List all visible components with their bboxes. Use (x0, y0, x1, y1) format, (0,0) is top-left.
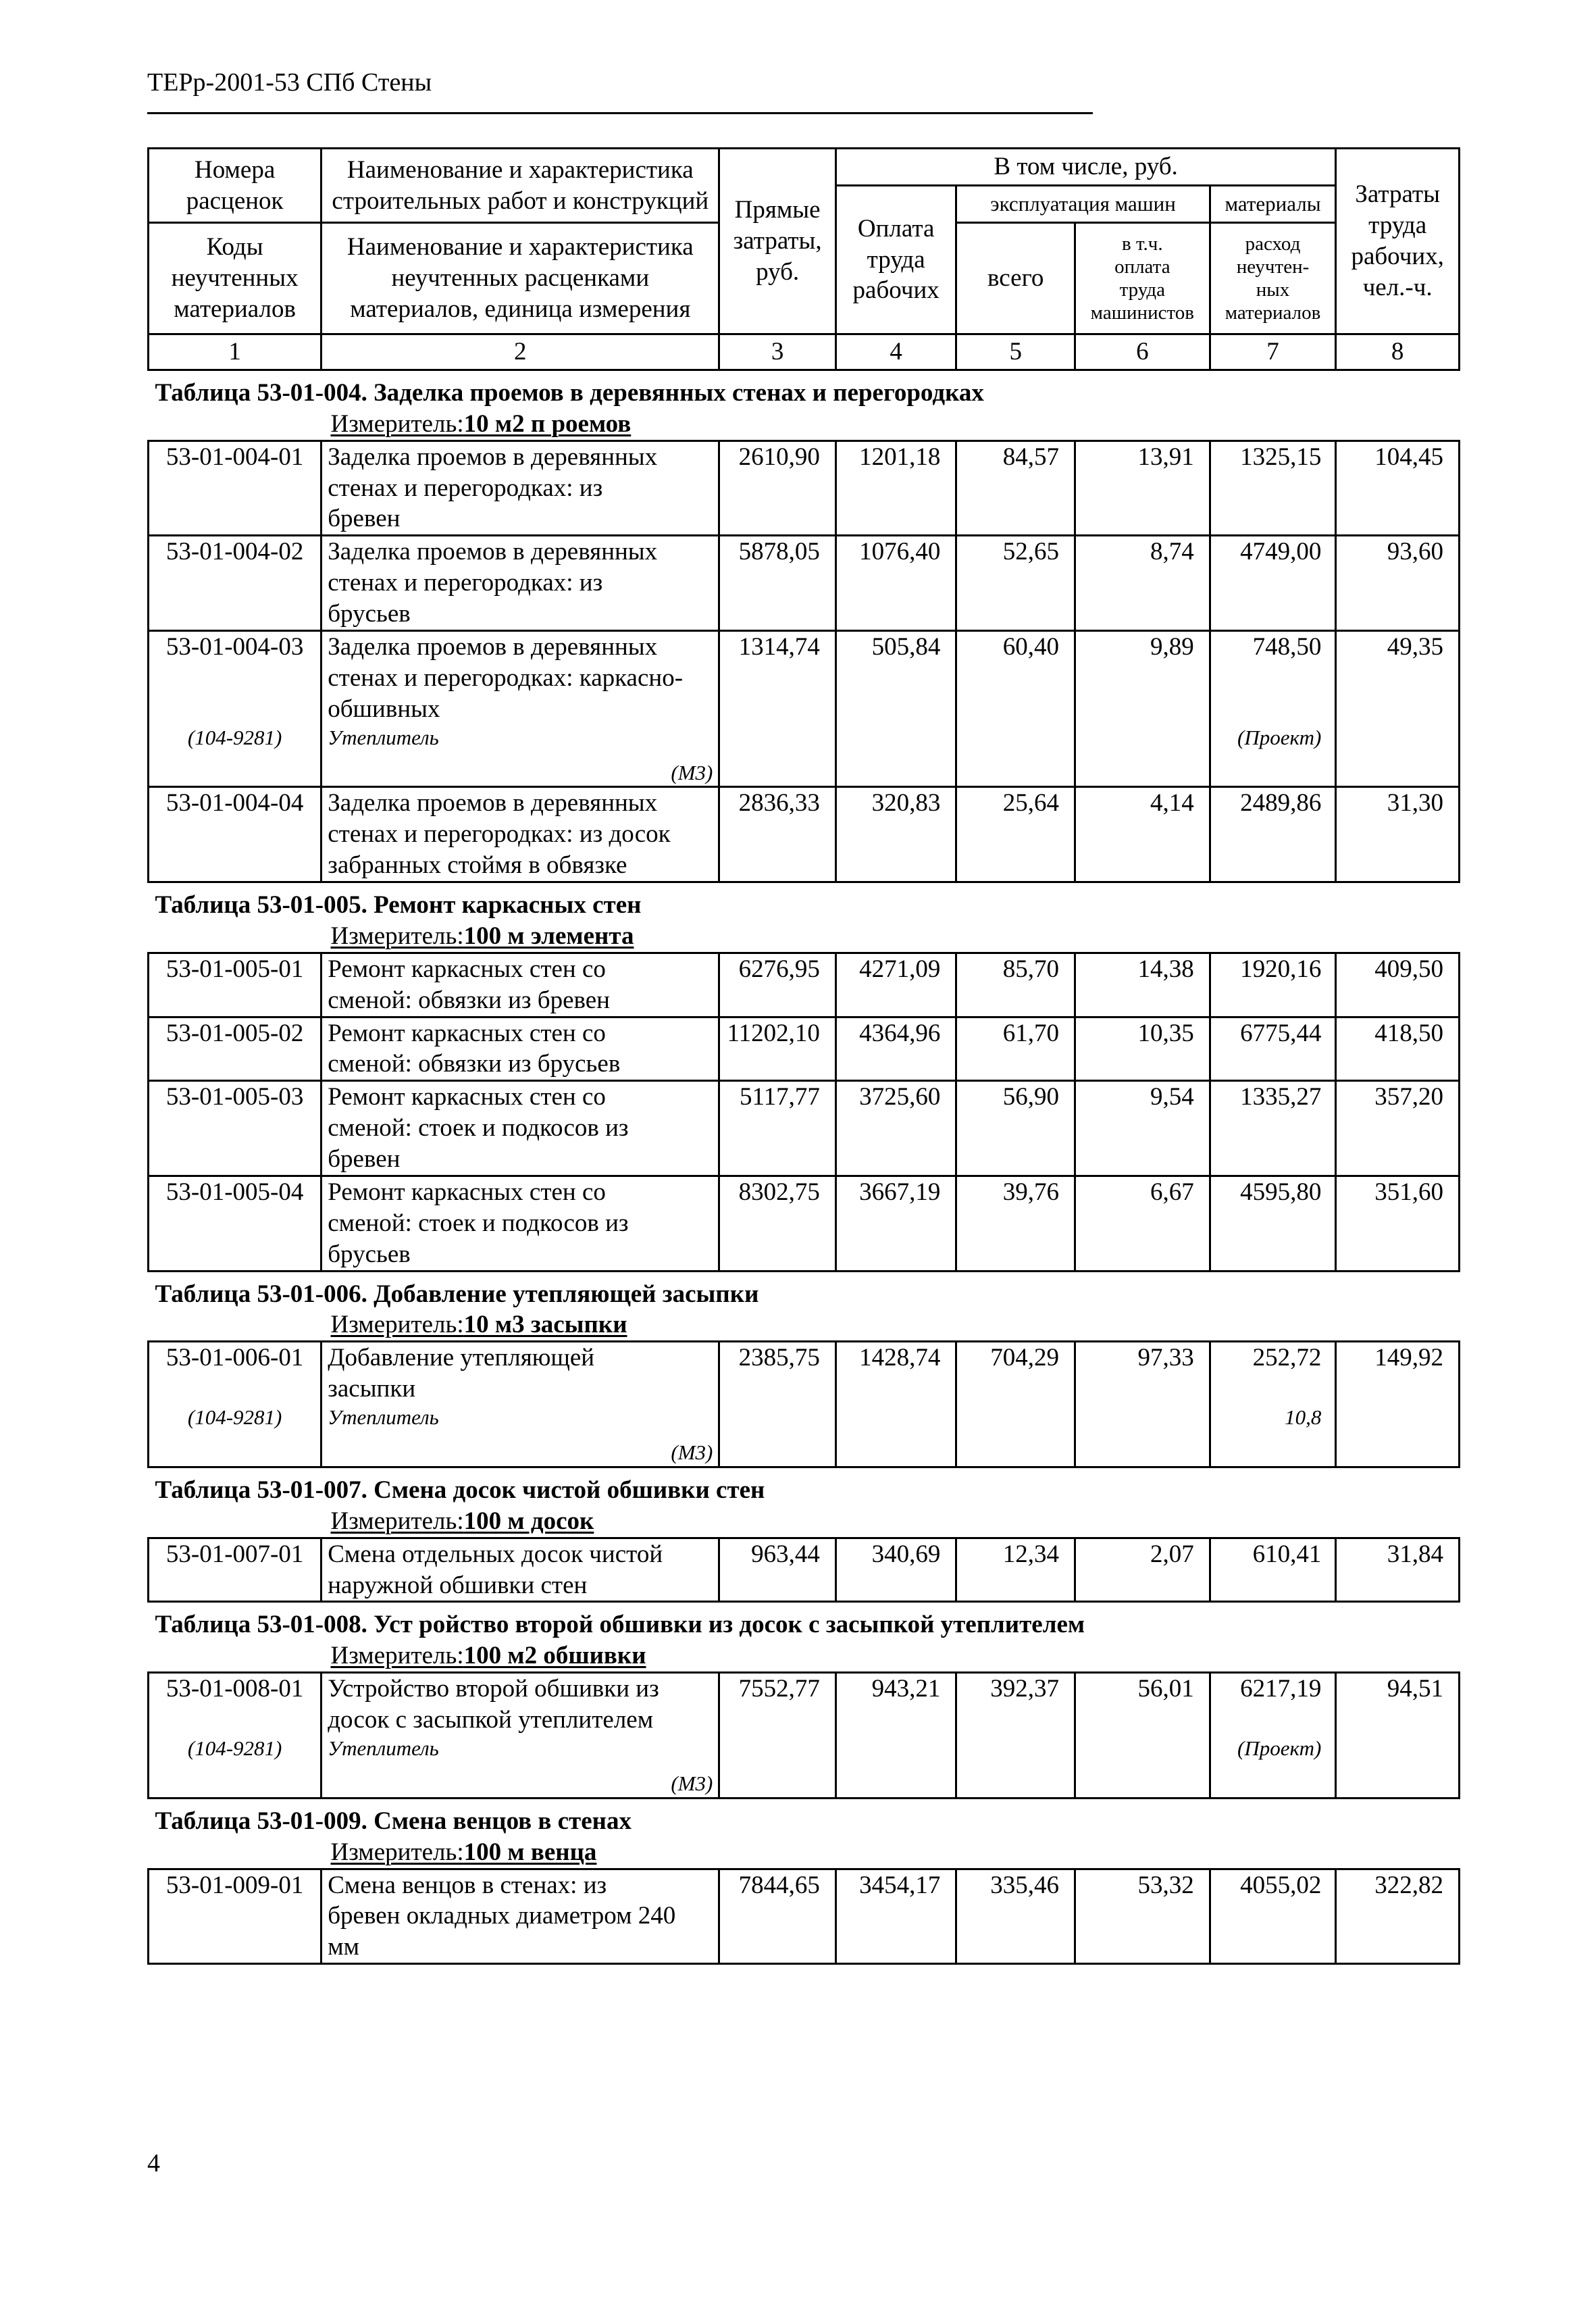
table-meter (149, 1640, 1460, 1672)
rate-code: 53-01-005-01 (149, 953, 321, 1017)
material-costs: 610,41 (1210, 1538, 1336, 1602)
rate-code: 53-01-005-04 (149, 1176, 321, 1271)
table-row (149, 536, 1460, 631)
machinist-pay: 53,32 (1075, 1869, 1210, 1964)
machine-costs: 335,46 (956, 1869, 1075, 1964)
col-number: 6 (1075, 334, 1210, 370)
rate-name-line: наружной обшивки стен (328, 1571, 588, 1599)
machine-costs: 39,76 (956, 1176, 1075, 1271)
page-header: ТЕРр-2001-53 СПб Стены (147, 68, 432, 97)
col-header-group: В том числе, руб. (835, 149, 1335, 186)
table-title: Таблица 53-01-009. Смена венцов в стенах (155, 1807, 632, 1835)
machinist-pay: 10,35 (1075, 1017, 1210, 1081)
labor-pay: 943,21 (835, 1673, 956, 1736)
direct-costs: 7844,65 (719, 1869, 836, 1964)
empty-cell (956, 725, 1075, 787)
empty-cell (956, 1405, 1075, 1467)
direct-costs: 5117,77 (719, 1081, 836, 1176)
table-row (149, 1176, 1460, 1271)
table-row (149, 1538, 1460, 1602)
rate-name (321, 630, 719, 724)
labor-pay: 4271,09 (835, 953, 956, 1017)
rate-name-line: засыпки (328, 1375, 416, 1403)
labor-hours: 418,50 (1336, 1017, 1460, 1081)
machinist-pay: 2,07 (1075, 1538, 1210, 1602)
labor-pay: 320,83 (835, 787, 956, 882)
labor-hours: 94,51 (1336, 1673, 1460, 1736)
material-costs: 1920,16 (1210, 953, 1336, 1017)
material-name-cell (321, 1405, 719, 1467)
labor-pay: 3667,19 (835, 1176, 956, 1271)
empty-cell (956, 1736, 1075, 1798)
table-row (149, 1081, 1460, 1176)
table-title: Таблица 53-01-007. Смена досок чистой обшивки стен (155, 1476, 765, 1504)
direct-costs: 1314,74 (719, 630, 836, 724)
machinist-pay: 97,33 (1075, 1342, 1210, 1405)
labor-hours: 93,60 (1336, 536, 1460, 631)
rate-code: 53-01-004-03 (149, 630, 321, 724)
material-costs: 1335,27 (1210, 1081, 1336, 1176)
direct-costs: 6276,95 (719, 953, 836, 1017)
direct-costs: 7552,77 (719, 1673, 836, 1736)
labor-pay: 1201,18 (835, 441, 956, 536)
direct-costs: 2385,75 (719, 1342, 836, 1405)
machine-costs: 52,65 (956, 536, 1075, 631)
col-number: 8 (1336, 334, 1460, 370)
labor-pay: 1076,40 (835, 536, 956, 631)
rate-name-line: Смена отдельных досок чистой (328, 1540, 663, 1568)
rate-name-line: Ремонт каркасных стен со (328, 955, 606, 983)
page-number: 4 (147, 2149, 160, 2178)
rate-name (321, 1342, 719, 1405)
material-amount: 10,8 (1210, 1405, 1336, 1467)
labor-hours: 31,84 (1336, 1538, 1460, 1602)
meter-label: Измеритель: (330, 1507, 464, 1535)
labor-pay: 505,84 (835, 630, 956, 724)
empty-cell (1075, 1405, 1210, 1467)
col-header-machines: эксплуатация машин (956, 186, 1210, 223)
labor-hours: 104,45 (1336, 441, 1460, 536)
rate-name (321, 1017, 719, 1081)
material-costs: 6217,19 (1210, 1673, 1336, 1736)
table-row (149, 441, 1460, 536)
empty-cell (1336, 725, 1460, 787)
material-costs: 6775,44 (1210, 1017, 1336, 1081)
empty-cell (835, 1405, 956, 1467)
meter-value: 10 м2 п роемов (463, 409, 632, 438)
meter-underlined (331, 1507, 594, 1535)
machine-costs: 61,70 (956, 1017, 1075, 1081)
table-meter (149, 1506, 1460, 1538)
rate-name-line: бревен окладных диаметром 240 (328, 1902, 676, 1930)
rate-name-line: Заделка проемов в деревянных (328, 632, 658, 661)
material-name: Утеплитель (328, 725, 439, 749)
meter-label: Измеритель: (330, 1838, 464, 1866)
meter-underlined (331, 410, 632, 438)
rate-name-line: брусьев (328, 600, 411, 628)
rate-name (321, 441, 719, 536)
table-row (149, 1342, 1460, 1405)
col-header-name-bottom: Наименование и характеристика неучтенных расценками материалов, единица измерения (321, 223, 719, 334)
rate-code: 53-01-005-02 (149, 1017, 321, 1081)
col-header-unaccounted-materials: расход неучтен- ных материалов (1210, 223, 1336, 334)
material-name: Утеплитель (328, 1736, 439, 1760)
material-costs: 4595,80 (1210, 1176, 1336, 1271)
table-meter (149, 1309, 1460, 1341)
labor-pay: 4364,96 (835, 1017, 956, 1081)
col-header-direct-costs: Прямые затраты, руб. (719, 149, 836, 334)
col-header-labor-hours: Затраты труда рабочих, чел.-ч. (1336, 149, 1460, 334)
material-name-cell (321, 1736, 719, 1798)
meter-label: Измеритель: (330, 409, 464, 438)
machinist-pay: 9,89 (1075, 630, 1210, 724)
empty-cell (835, 1736, 956, 1798)
rate-name (321, 1869, 719, 1964)
meter-value: 100 м венца (463, 1838, 597, 1866)
material-name: Утеплитель (328, 1405, 439, 1429)
rate-code: 53-01-004-04 (149, 787, 321, 882)
empty-cell (1336, 1736, 1460, 1798)
machinist-pay: 56,01 (1075, 1673, 1210, 1736)
labor-pay: 1428,74 (835, 1342, 956, 1405)
labor-pay: 3454,17 (835, 1869, 956, 1964)
meter-underlined (331, 922, 634, 950)
col-header-materials: материалы (1210, 186, 1336, 223)
meter-underlined (331, 1642, 646, 1669)
material-costs: 748,50 (1210, 630, 1336, 724)
col-header-labor-pay: Оплата труда рабочих (835, 186, 956, 334)
rate-name-line: мм (328, 1933, 360, 1961)
rate-name-line: Добавление утепляющей (328, 1344, 595, 1372)
labor-hours: 149,92 (1336, 1342, 1460, 1405)
rate-name-line: сменой: стоек и подкосов из (328, 1114, 629, 1142)
meter-value: 100 м досок (463, 1507, 594, 1535)
rate-name-line: сменой: обвязки из бревен (328, 986, 610, 1014)
rate-code: 53-01-007-01 (149, 1538, 321, 1602)
rate-name-line: Заделка проемов в деревянных (328, 538, 658, 566)
machine-costs: 12,34 (956, 1538, 1075, 1602)
col-number: 2 (321, 334, 719, 370)
direct-costs: 2610,90 (719, 441, 836, 536)
meter-label: Измеритель: (330, 1642, 464, 1670)
meter-underlined (331, 1311, 627, 1338)
table-meter (149, 921, 1460, 953)
direct-costs: 5878,05 (719, 536, 836, 631)
table-row (149, 1673, 1460, 1736)
empty-cell (835, 725, 956, 787)
col-number: 5 (956, 334, 1075, 370)
rate-code: 53-01-005-03 (149, 1081, 321, 1176)
material-amount: (Проект) (1210, 725, 1336, 787)
rate-name-line: сменой: обвязки из брусьев (328, 1050, 621, 1078)
machine-costs: 704,29 (956, 1342, 1075, 1405)
col-number: 1 (149, 334, 321, 370)
rate-name-line: стенах и перегородках: каркасно- (328, 663, 684, 692)
rate-code: 53-01-004-02 (149, 536, 321, 631)
material-row (149, 725, 1460, 787)
rate-name (321, 1673, 719, 1736)
machinist-pay: 14,38 (1075, 953, 1210, 1017)
col-header-machinist-pay: в т.ч. оплата труда машинистов (1075, 223, 1210, 334)
rate-name-line: обшивных (328, 695, 440, 723)
rate-name-line: Заделка проемов в деревянных (328, 443, 658, 471)
rate-name-line: стенах и перегородках: из (328, 569, 603, 597)
rate-name-line: Ремонт каркасных стен со (328, 1178, 606, 1206)
table-row (149, 630, 1460, 724)
rate-name-line: Ремонт каркасных стен со (328, 1083, 606, 1111)
rate-name (321, 1538, 719, 1602)
meter-value: 10 м3 засыпки (463, 1311, 627, 1339)
material-unit: (М3) (671, 1771, 713, 1796)
rate-code: 53-01-008-01 (149, 1673, 321, 1736)
material-row (149, 1736, 1460, 1798)
rate-code: 53-01-006-01 (149, 1342, 321, 1405)
rate-name-line: забранных стоймя в обвязке (328, 851, 627, 880)
rate-name-line: брусьев (328, 1240, 411, 1268)
machinist-pay: 6,67 (1075, 1176, 1210, 1271)
rate-name-line: досок с засыпкой утеплителем (328, 1706, 654, 1734)
col-number: 3 (719, 334, 836, 370)
material-code: (104-9281) (149, 725, 321, 787)
rates-table (147, 147, 1460, 1965)
material-costs: 2489,86 (1210, 787, 1336, 882)
material-unit: (М3) (671, 1440, 713, 1465)
machine-costs: 60,40 (956, 630, 1075, 724)
rate-name-line: бревен (328, 1145, 401, 1173)
material-costs: 4055,02 (1210, 1869, 1336, 1964)
material-code: (104-9281) (149, 1736, 321, 1798)
direct-costs: 11202,10 (719, 1017, 836, 1081)
meter-value: 100 м2 обшивки (463, 1642, 646, 1670)
table-meter (149, 409, 1460, 441)
labor-hours: 409,50 (1336, 953, 1460, 1017)
table-title: Таблица 53-01-006. Добавление утепляющей засыпки (155, 1280, 759, 1308)
rate-name-line: Устройство второй обшивки из (328, 1675, 659, 1703)
direct-costs: 963,44 (719, 1538, 836, 1602)
material-code: (104-9281) (149, 1405, 321, 1467)
material-costs: 252,72 (1210, 1342, 1336, 1405)
table-row (149, 1017, 1460, 1081)
meter-value: 100 м элемента (463, 922, 634, 950)
table-meter (149, 1837, 1460, 1869)
table-row (149, 1869, 1460, 1964)
empty-cell (719, 1405, 836, 1467)
machine-costs: 84,57 (956, 441, 1075, 536)
empty-cell (1075, 725, 1210, 787)
direct-costs: 2836,33 (719, 787, 836, 882)
rate-name-line: бревен (328, 505, 401, 533)
labor-pay: 340,69 (835, 1538, 956, 1602)
labor-hours: 351,60 (1336, 1176, 1460, 1271)
material-name-cell (321, 725, 719, 787)
material-amount: (Проект) (1210, 1736, 1336, 1798)
table-row (149, 787, 1460, 882)
machinist-pay: 8,74 (1075, 536, 1210, 631)
direct-costs: 8302,75 (719, 1176, 836, 1271)
material-costs: 1325,15 (1210, 441, 1336, 536)
col-header-codes-bottom: Коды неучтенных материалов (149, 223, 321, 334)
table-row (149, 953, 1460, 1017)
table-title: Таблица 53-01-004. Заделка проемов в деревянных стенах и перегородках (155, 378, 984, 407)
rate-name-line: Заделка проемов в деревянных (328, 789, 658, 818)
labor-hours: 31,30 (1336, 787, 1460, 882)
empty-cell (719, 1736, 836, 1798)
machine-costs: 25,64 (956, 787, 1075, 882)
labor-pay: 3725,60 (835, 1081, 956, 1176)
table-title: Таблица 53-01-005. Ремонт каркасных стен (155, 891, 642, 919)
rate-name-line: Ремонт каркасных стен со (328, 1019, 606, 1047)
empty-cell (1336, 1405, 1460, 1467)
material-costs: 4749,00 (1210, 536, 1336, 631)
machine-costs: 56,90 (956, 1081, 1075, 1176)
header-divider (147, 112, 1093, 114)
labor-hours: 357,20 (1336, 1081, 1460, 1176)
col-header-codes-top: Номера расценок (149, 149, 321, 223)
col-header-name-top: Наименование и характеристика строительных работ и конструкций (321, 149, 719, 223)
empty-cell (719, 725, 836, 787)
rate-name-line: Смена венцов в стенах: из (328, 1871, 607, 1899)
labor-hours: 322,82 (1336, 1869, 1460, 1964)
material-unit: (М3) (671, 760, 713, 784)
machinist-pay: 9,54 (1075, 1081, 1210, 1176)
material-row (149, 1405, 1460, 1467)
rate-code: 53-01-009-01 (149, 1869, 321, 1964)
machine-costs: 392,37 (956, 1673, 1075, 1736)
rate-name-line: сменой: стоек и подкосов из (328, 1209, 629, 1237)
table-title: Таблица 53-01-008. Уст ройство второй обшивки из досок с засыпкой утеплителем (155, 1611, 1085, 1639)
rate-name (321, 953, 719, 1017)
labor-hours: 49,35 (1336, 630, 1460, 724)
rate-name (321, 536, 719, 631)
rate-name (321, 1176, 719, 1271)
machinist-pay: 13,91 (1075, 441, 1210, 536)
machinist-pay: 4,14 (1075, 787, 1210, 882)
rate-code: 53-01-004-01 (149, 441, 321, 536)
rate-name-line: стенах и перегородках: из досок (328, 820, 671, 849)
meter-underlined (331, 1838, 597, 1866)
rate-name-line: стенах и перегородках: из (328, 474, 603, 502)
rate-name (321, 787, 719, 882)
col-number: 7 (1210, 334, 1336, 370)
rate-name (321, 1081, 719, 1176)
machine-costs: 85,70 (956, 953, 1075, 1017)
meter-label: Измеритель: (330, 1311, 464, 1339)
col-header-machines-total: всего (956, 223, 1075, 334)
empty-cell (1075, 1736, 1210, 1798)
meter-label: Измеритель: (330, 922, 464, 950)
col-number: 4 (835, 334, 956, 370)
